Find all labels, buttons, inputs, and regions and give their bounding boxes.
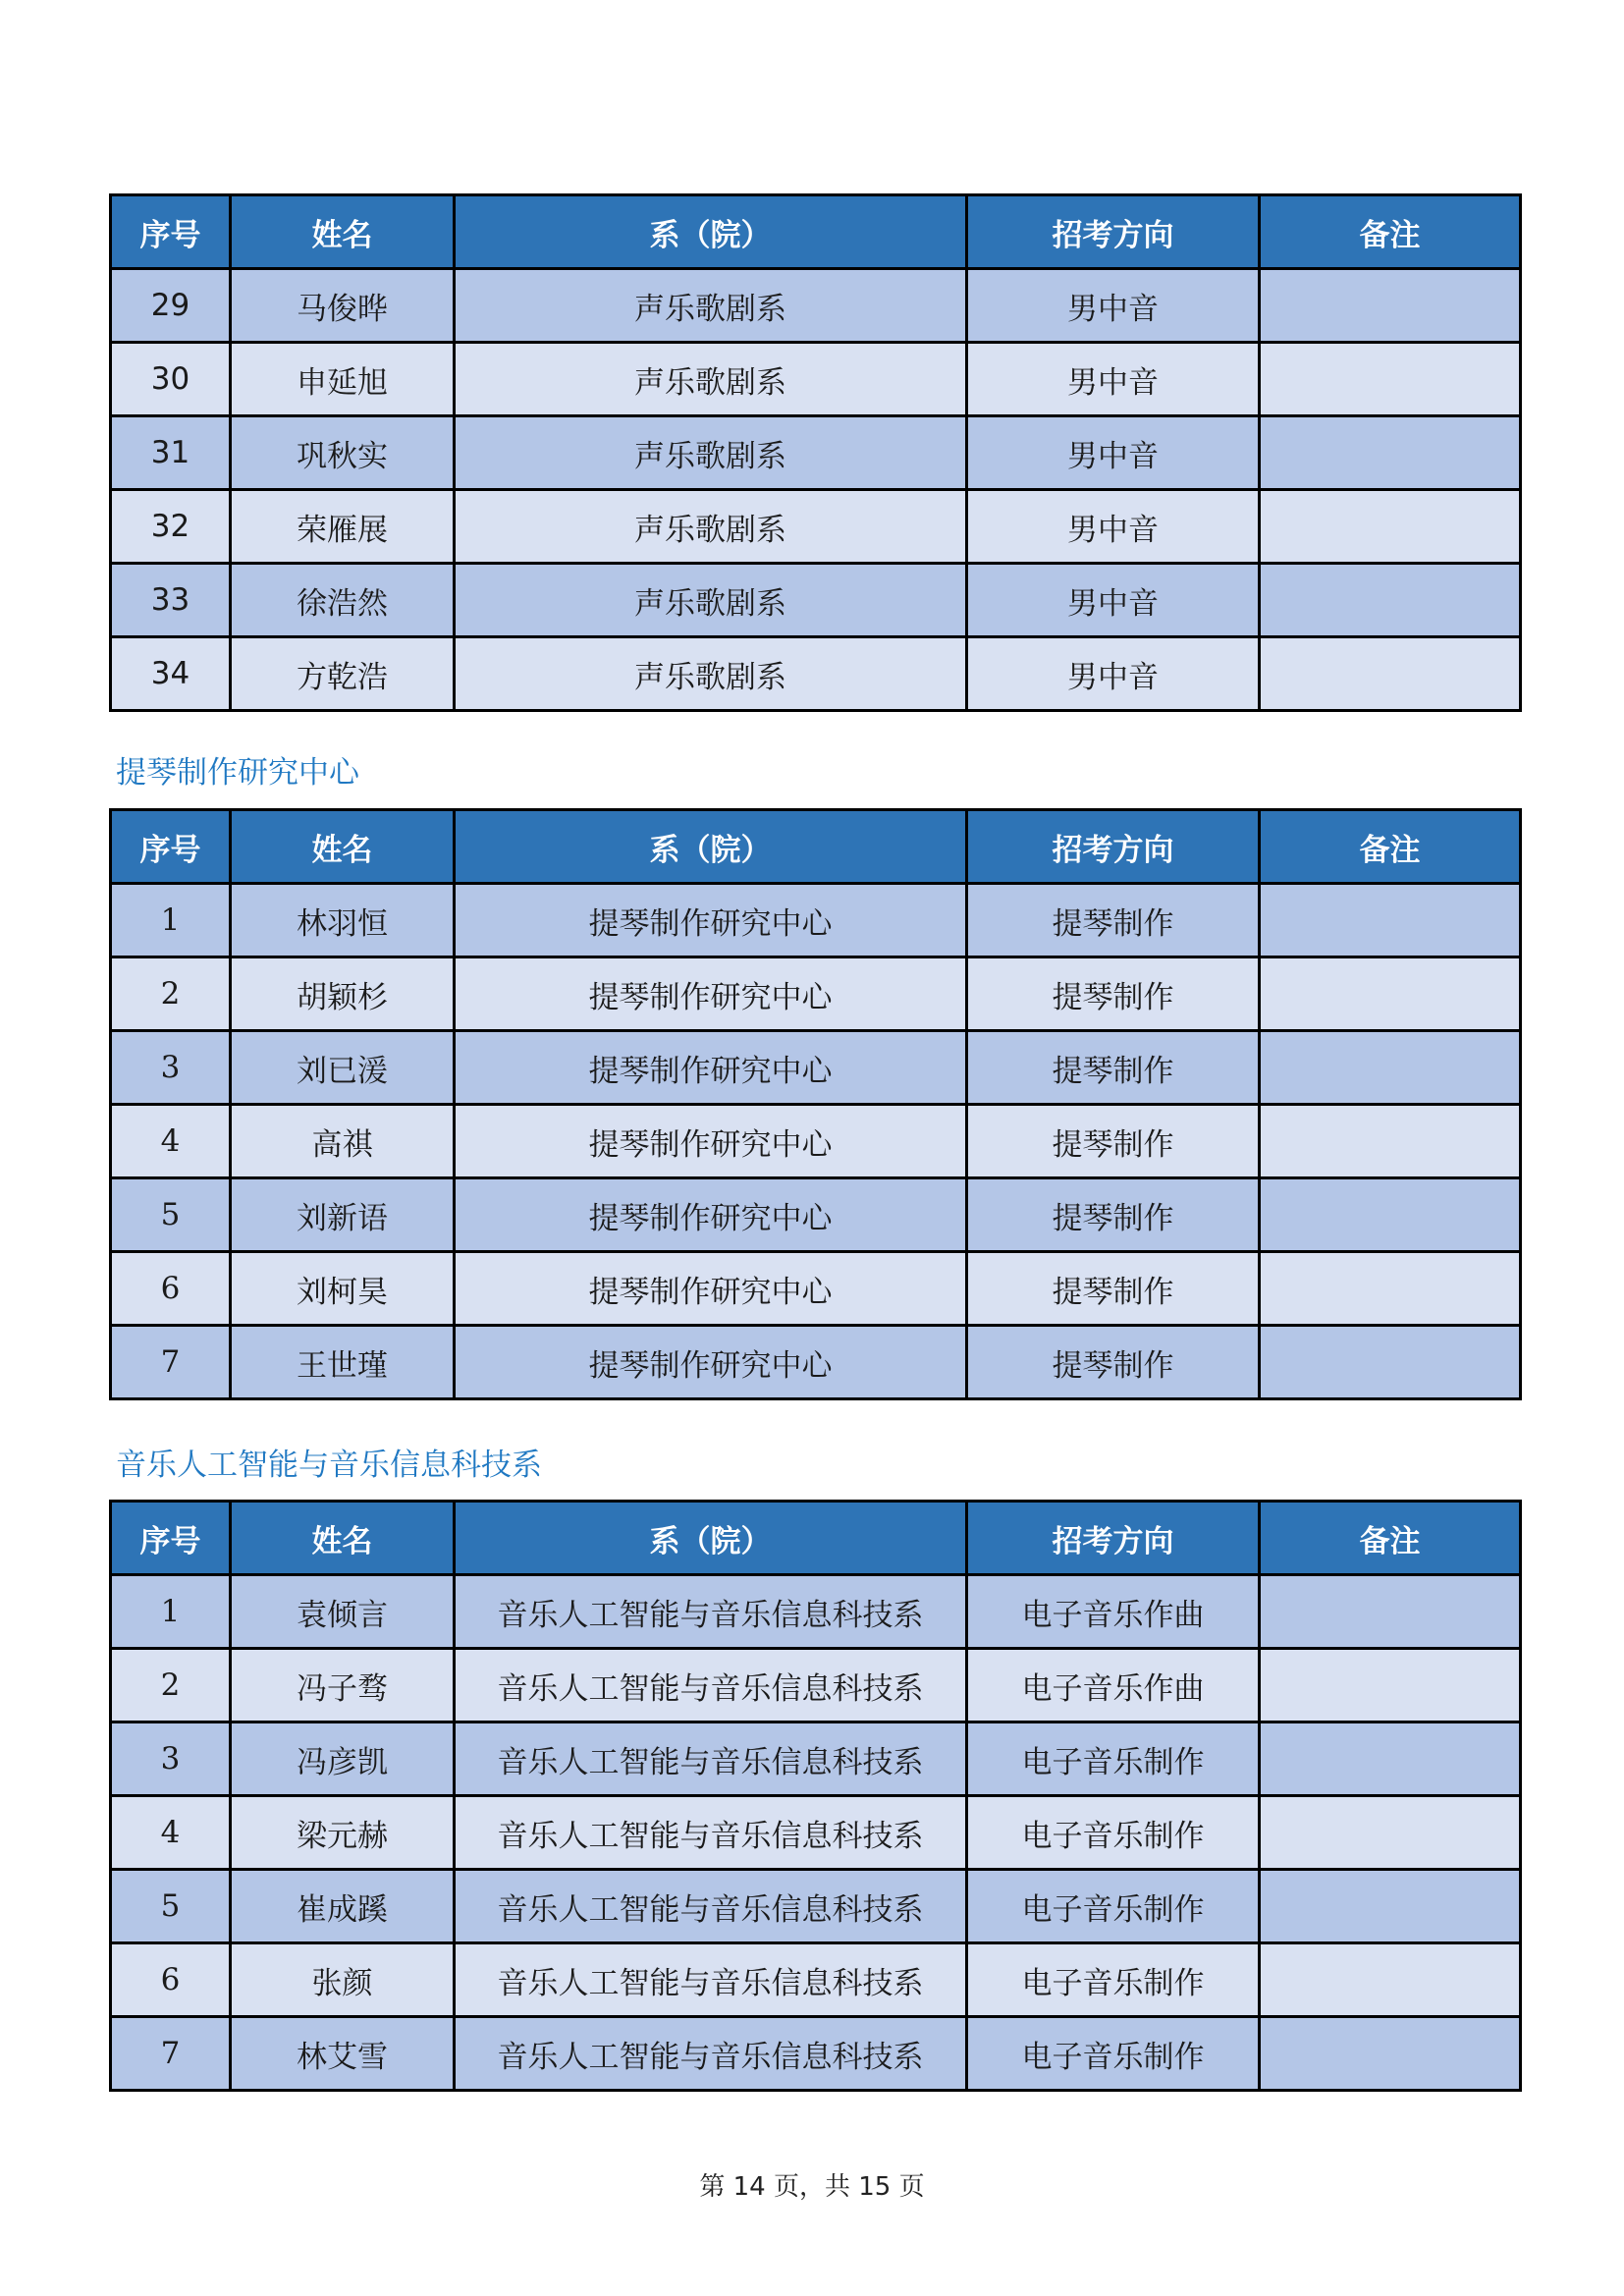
table-row bbox=[111, 564, 1521, 637]
header-name: 姓名 bbox=[231, 810, 455, 884]
cell-dept: 音乐人工智能与音乐信息科技系 bbox=[455, 1722, 967, 1796]
table-row bbox=[111, 1870, 1521, 1943]
cell-direction: 男中音 bbox=[967, 416, 1260, 490]
cell-note bbox=[1260, 1943, 1521, 2017]
cell-name: 胡颖杉 bbox=[231, 957, 455, 1031]
cell-dept: 音乐人工智能与音乐信息科技系 bbox=[455, 1575, 967, 1649]
cell-direction: 男中音 bbox=[967, 269, 1260, 343]
cell-name: 刘柯昊 bbox=[231, 1252, 455, 1326]
cell-note bbox=[1260, 1870, 1521, 1943]
header-dept: 系（院） bbox=[455, 195, 967, 269]
cell-note bbox=[1260, 490, 1521, 564]
header-dept: 系（院） bbox=[455, 810, 967, 884]
cell-direction: 电子音乐制作 bbox=[967, 1943, 1260, 2017]
table-row bbox=[111, 2017, 1521, 2091]
cell-direction: 男中音 bbox=[967, 637, 1260, 711]
cell-dept: 音乐人工智能与音乐信息科技系 bbox=[455, 2017, 967, 2091]
header-direction: 招考方向 bbox=[967, 195, 1260, 269]
cell-direction: 提琴制作 bbox=[967, 884, 1260, 957]
cell-seq: 4 bbox=[111, 1105, 231, 1178]
table-row bbox=[111, 637, 1521, 711]
header-direction: 招考方向 bbox=[967, 810, 1260, 884]
cell-name: 荣雁展 bbox=[231, 490, 455, 564]
header-note: 备注 bbox=[1260, 1502, 1521, 1575]
page-footer: 第 14 页，共 15 页 bbox=[699, 2172, 925, 2202]
cell-dept: 声乐歌剧系 bbox=[455, 343, 967, 416]
cell-seq: 3 bbox=[111, 1031, 231, 1105]
header-note: 备注 bbox=[1260, 195, 1521, 269]
cell-dept: 提琴制作研究中心 bbox=[455, 1105, 967, 1178]
cell-name: 梁元赫 bbox=[231, 1796, 455, 1870]
cell-name: 崔成蹊 bbox=[231, 1870, 455, 1943]
cell-dept: 音乐人工智能与音乐信息科技系 bbox=[455, 1649, 967, 1722]
cell-direction: 提琴制作 bbox=[967, 1031, 1260, 1105]
section-title-violin-making: 提琴制作研究中心 bbox=[116, 755, 359, 791]
cell-note bbox=[1260, 1031, 1521, 1105]
cell-dept: 提琴制作研究中心 bbox=[455, 1326, 967, 1399]
cell-dept: 音乐人工智能与音乐信息科技系 bbox=[455, 1870, 967, 1943]
cell-seq: 29 bbox=[111, 269, 231, 343]
cell-note bbox=[1260, 269, 1521, 343]
cell-dept: 声乐歌剧系 bbox=[455, 637, 967, 711]
cell-direction: 提琴制作 bbox=[967, 1178, 1260, 1252]
cell-note bbox=[1260, 1105, 1521, 1178]
cell-seq: 4 bbox=[111, 1796, 231, 1870]
cell-name: 刘新语 bbox=[231, 1178, 455, 1252]
cell-seq: 6 bbox=[111, 1943, 231, 2017]
cell-seq: 2 bbox=[111, 1649, 231, 1722]
header-name: 姓名 bbox=[231, 195, 455, 269]
header-seq: 序号 bbox=[111, 810, 231, 884]
cell-note bbox=[1260, 637, 1521, 711]
section-title-music-ai: 音乐人工智能与音乐信息科技系 bbox=[116, 1448, 542, 1483]
table-header-row bbox=[111, 810, 1521, 884]
cell-note bbox=[1260, 957, 1521, 1031]
cell-dept: 提琴制作研究中心 bbox=[455, 1252, 967, 1326]
cell-note bbox=[1260, 884, 1521, 957]
table-row bbox=[111, 957, 1521, 1031]
cell-name: 徐浩然 bbox=[231, 564, 455, 637]
table-row bbox=[111, 490, 1521, 564]
cell-dept: 声乐歌剧系 bbox=[455, 416, 967, 490]
cell-dept: 提琴制作研究中心 bbox=[455, 957, 967, 1031]
cell-direction: 电子音乐制作 bbox=[967, 1722, 1260, 1796]
cell-seq: 32 bbox=[111, 490, 231, 564]
cell-direction: 提琴制作 bbox=[967, 1326, 1260, 1399]
table-row bbox=[111, 1796, 1521, 1870]
table-row bbox=[111, 1722, 1521, 1796]
cell-direction: 电子音乐作曲 bbox=[967, 1649, 1260, 1722]
cell-name: 高祺 bbox=[231, 1105, 455, 1178]
table-header-row bbox=[111, 195, 1521, 269]
cell-note bbox=[1260, 1796, 1521, 1870]
cell-name: 申延旭 bbox=[231, 343, 455, 416]
cell-dept: 声乐歌剧系 bbox=[455, 490, 967, 564]
table-row bbox=[111, 269, 1521, 343]
cell-note bbox=[1260, 1326, 1521, 1399]
table-row bbox=[111, 1252, 1521, 1326]
cell-seq: 1 bbox=[111, 884, 231, 957]
header-seq: 序号 bbox=[111, 195, 231, 269]
cell-note bbox=[1260, 1575, 1521, 1649]
cell-direction: 提琴制作 bbox=[967, 1105, 1260, 1178]
table-row bbox=[111, 884, 1521, 957]
cell-seq: 33 bbox=[111, 564, 231, 637]
table-header-row bbox=[111, 1502, 1521, 1575]
cell-seq: 5 bbox=[111, 1178, 231, 1252]
cell-direction: 男中音 bbox=[967, 343, 1260, 416]
table-row bbox=[111, 416, 1521, 490]
cell-direction: 电子音乐制作 bbox=[967, 1870, 1260, 1943]
cell-dept: 音乐人工智能与音乐信息科技系 bbox=[455, 1796, 967, 1870]
cell-note bbox=[1260, 2017, 1521, 2091]
cell-direction: 电子音乐作曲 bbox=[967, 1575, 1260, 1649]
cell-name: 张颜 bbox=[231, 1943, 455, 2017]
cell-name: 马俊晔 bbox=[231, 269, 455, 343]
table-row bbox=[111, 1575, 1521, 1649]
cell-note bbox=[1260, 1649, 1521, 1722]
cell-dept: 声乐歌剧系 bbox=[455, 269, 967, 343]
cell-dept: 提琴制作研究中心 bbox=[455, 1031, 967, 1105]
header-dept: 系（院） bbox=[455, 1502, 967, 1575]
roster-table-vocal-opera bbox=[109, 193, 1522, 712]
cell-seq: 6 bbox=[111, 1252, 231, 1326]
cell-dept: 声乐歌剧系 bbox=[455, 564, 967, 637]
cell-dept: 提琴制作研究中心 bbox=[455, 884, 967, 957]
cell-direction: 男中音 bbox=[967, 564, 1260, 637]
table-row bbox=[111, 1649, 1521, 1722]
table-row bbox=[111, 343, 1521, 416]
table-row bbox=[111, 1326, 1521, 1399]
cell-direction: 电子音乐制作 bbox=[967, 1796, 1260, 1870]
cell-name: 袁倾言 bbox=[231, 1575, 455, 1649]
cell-seq: 1 bbox=[111, 1575, 231, 1649]
cell-note bbox=[1260, 416, 1521, 490]
cell-name: 林艾雪 bbox=[231, 2017, 455, 2091]
header-name: 姓名 bbox=[231, 1502, 455, 1575]
cell-direction: 电子音乐制作 bbox=[967, 2017, 1260, 2091]
cell-name: 冯彦凯 bbox=[231, 1722, 455, 1796]
cell-name: 冯子骛 bbox=[231, 1649, 455, 1722]
cell-name: 林羽恒 bbox=[231, 884, 455, 957]
table-row bbox=[111, 1178, 1521, 1252]
cell-seq: 5 bbox=[111, 1870, 231, 1943]
header-seq: 序号 bbox=[111, 1502, 231, 1575]
cell-note bbox=[1260, 1178, 1521, 1252]
cell-name: 刘已湲 bbox=[231, 1031, 455, 1105]
cell-note bbox=[1260, 564, 1521, 637]
header-direction: 招考方向 bbox=[967, 1502, 1260, 1575]
cell-name: 王世瑾 bbox=[231, 1326, 455, 1399]
cell-seq: 31 bbox=[111, 416, 231, 490]
cell-seq: 34 bbox=[111, 637, 231, 711]
cell-direction: 男中音 bbox=[967, 490, 1260, 564]
header-note: 备注 bbox=[1260, 810, 1521, 884]
cell-seq: 7 bbox=[111, 2017, 231, 2091]
cell-seq: 30 bbox=[111, 343, 231, 416]
cell-seq: 2 bbox=[111, 957, 231, 1031]
roster-table-music-ai bbox=[109, 1500, 1522, 2092]
roster-table-violin-making bbox=[109, 808, 1522, 1400]
cell-direction: 提琴制作 bbox=[967, 1252, 1260, 1326]
cell-note bbox=[1260, 1722, 1521, 1796]
table-row bbox=[111, 1105, 1521, 1178]
cell-name: 巩秋实 bbox=[231, 416, 455, 490]
cell-note bbox=[1260, 1252, 1521, 1326]
table-row bbox=[111, 1943, 1521, 2017]
cell-dept: 提琴制作研究中心 bbox=[455, 1178, 967, 1252]
cell-note bbox=[1260, 343, 1521, 416]
cell-name: 方乾浩 bbox=[231, 637, 455, 711]
cell-seq: 7 bbox=[111, 1326, 231, 1399]
table-row bbox=[111, 1031, 1521, 1105]
cell-direction: 提琴制作 bbox=[967, 957, 1260, 1031]
cell-dept: 音乐人工智能与音乐信息科技系 bbox=[455, 1943, 967, 2017]
cell-seq: 3 bbox=[111, 1722, 231, 1796]
